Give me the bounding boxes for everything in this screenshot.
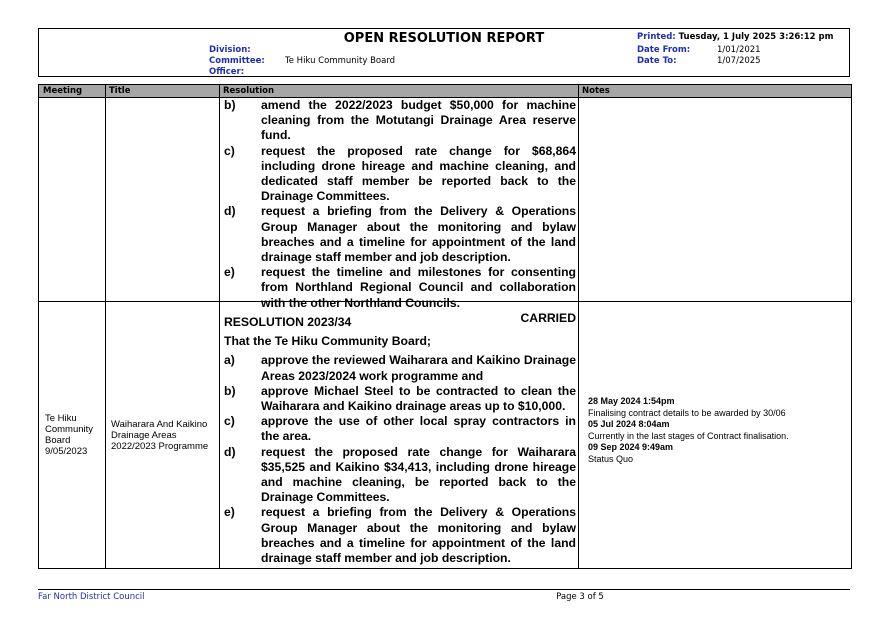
date-to-label: Date To: <box>637 56 677 66</box>
date-from-label: Date From: <box>637 45 691 55</box>
printed-value: Tuesday, 1 July 2025 3:26:12 pm <box>678 32 834 42</box>
note-timestamp: 05 Jul 2024 8:04am <box>588 419 670 429</box>
note-text: Finalising contract details to be awarded by 30/06 <box>588 407 786 418</box>
meeting-cell: Te Hiku Community Board 9/05/2023 <box>45 413 94 457</box>
resolution-item: a) approve the reviewed Waiharara and Kaikino Drainage Areas 2023/2024 work programme and <box>224 353 576 383</box>
printed-label: Printed: <box>637 32 676 42</box>
column-header-notes: Notes <box>578 85 851 98</box>
resolutions-table <box>38 84 852 569</box>
column-header-title: Title <box>105 85 219 98</box>
division-label: Division: <box>209 45 251 55</box>
title-cell: Waiharara And Kaikino Drainage Areas 2022/2023 Programme <box>111 419 209 452</box>
committee-value: Te Hiku Community Board <box>285 56 396 66</box>
column-header-meeting: Meeting <box>39 85 105 98</box>
column-divider <box>578 85 579 568</box>
resolution-continued <box>224 98 576 326</box>
report-title: OPEN RESOLUTION REPORT <box>343 31 545 46</box>
resolution-item: c) approve the use of other local spray contractors in the area. <box>224 414 576 444</box>
note-timestamp: 09 Sep 2024 9:49am <box>588 442 674 452</box>
resolution-number: RESOLUTION 2023/34 <box>224 315 352 329</box>
note-text: Currently in the last stages of Contract finalisation. <box>588 430 789 441</box>
date-to-value: 1/07/2025 <box>717 56 761 66</box>
resolution-item: d) request a briefing from the Delivery & Operations Group Manager about the monitoring and bylaw breaches and a timeline for appointment of the land drainage staff member and job description. <box>224 204 576 265</box>
resolution-2023-34 <box>224 315 576 566</box>
committee-label: Committee: <box>209 56 265 66</box>
footer-organisation: Far North District Council <box>38 592 145 602</box>
date-from-value: 1/01/2021 <box>717 45 761 55</box>
resolution-item: e) request a briefing from the Delivery & Operations Group Manager about the monitoring and bylaw breaches and a timeline for appointment of the land drainage staff member and job description. <box>224 505 576 566</box>
resolution-item: b) approve Michael Steel to be contracted to clean the Waiharara and Kaikino drainage areas up to $10,000. <box>224 383 576 414</box>
note-text: Status Quo <box>588 453 634 464</box>
page-number: Page 3 of 5 <box>556 592 604 602</box>
resolution-item: e) request the timeline and milestones for consenting from Northland Regional Council and collaboration with the other Northland Councils. <box>224 265 576 310</box>
column-divider <box>219 85 220 568</box>
officer-label: Officer: <box>209 67 245 77</box>
note-timestamp: 28 May 2024 1:54pm <box>588 396 675 406</box>
report-header <box>38 28 850 77</box>
printed-stamp <box>637 32 833 42</box>
footer-rule <box>38 589 850 590</box>
resolution-intro: That the Te Hiku Community Board; <box>224 334 431 349</box>
column-header-resolution: Resolution <box>219 85 578 98</box>
resolution-item: b) amend the 2022/2023 budget $50,000 for machine cleaning from the Motutangi Drainage Area reserve fund. <box>224 98 576 143</box>
carried-label: CARRIED <box>520 310 576 325</box>
notes-cell <box>588 396 848 465</box>
resolution-item: c) request the proposed rate change for $68,864 including drone hireage and machine cleaning, and dedicated staff member be reported back to the Drainage Committees. <box>224 143 576 204</box>
resolution-item: d) request the proposed rate change for Waiharara $35,525 and Kaikino $34,413, including drone hireage and machine cleaning, be reported back to the Drainage Committees. <box>224 444 576 505</box>
column-divider <box>105 85 106 568</box>
